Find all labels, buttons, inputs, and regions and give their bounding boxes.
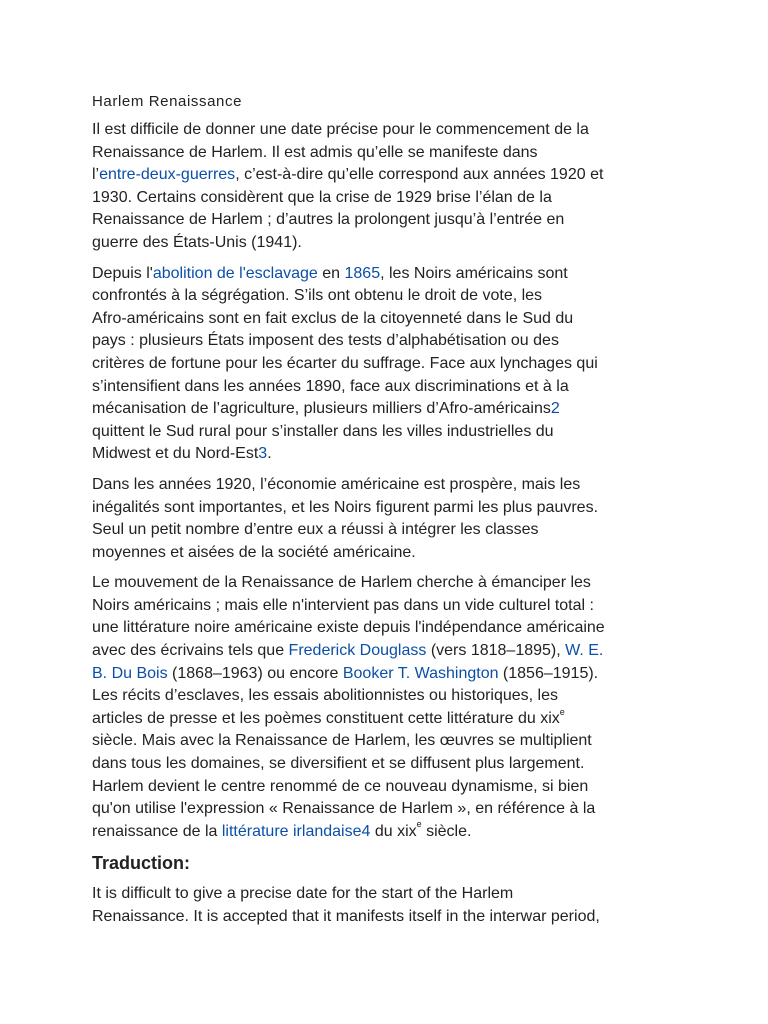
paragraph-text: . (267, 445, 272, 463)
document-heading: Harlem Renaissance (92, 93, 243, 110)
paragraph-text: du xix (370, 822, 417, 840)
link-booker-t-washington[interactable]: Booker T. Washington (342, 664, 499, 682)
paragraph-text: siècle. Mais avec la Renaissance de Harlem, les œuvres se multiplient dans tous les domaines, se diversifient et se diffusent plus largement. Harlem devient le centre renommé de ce nouveau dynamisme, si bien qu'on utilise l'expression « Renaissance de Harlem », en référence à la renaissance de la (92, 732, 596, 840)
link-frederick-douglass[interactable]: Frederick Douglass (288, 642, 427, 660)
paragraph-1 (92, 119, 682, 255)
document-page (92, 92, 682, 937)
superscript-e: e (559, 706, 565, 717)
link-litterature-irlandaise[interactable]: littérature irlandaise4 (221, 822, 371, 840)
paragraph-text: (1868–1963) ou encore (167, 664, 343, 682)
paragraph-text: Depuis l' (92, 264, 153, 282)
paragraph-text: Il est difficile de donner une date précise pour le commencement de la Renaissance de Harlem. Il est admis qu’elle se manifeste dans l’ (92, 121, 589, 184)
link-1865[interactable]: 1865 (344, 264, 381, 282)
traduction-heading: Traduction: (92, 853, 190, 874)
link-abolition-esclavage[interactable]: abolition de l'esclavage (152, 264, 318, 282)
paragraph-3: Dans les années 1920, l’économie américaine est prospère, mais les inégalités sont importantes, et les Noirs figurent parmi les plus pauvres. Seul un petit nombre d’entre eux a réussi à intégrer les classes moyennes et aisées de la société américaine. (92, 475, 599, 561)
paragraph-2 (92, 263, 682, 466)
paragraph-text: siècle. (421, 822, 472, 840)
paragraph-text: , c’est-à-dire qu’elle correspond aux années 1920 et 1930. Certains considèrent que la crise de 1929 brise l’élan de la Renaissance de Harlem ; d’autres la prolongent jusqu’à l’entrée en guerre des États-Unis (1941). (92, 166, 604, 251)
paragraph-text: (vers 1818–1895), (426, 642, 566, 660)
paragraph-text: quittent le Sud rural pour s’installer dans les villes industrielles du Midwest et du Nord-Est (92, 422, 554, 463)
superscript-e: e (416, 819, 422, 830)
paragraph-4 (92, 572, 682, 843)
paragraph-text: , les Noirs américains sont confrontés à la ségrégation. S’ils ont obtenu le droit de vote, les Afro-américains sont en fait exclus de la citoyenneté dans le Sud du pays : plusieurs États imposent des tests d’alphabétisation ou des critères de fortune pour les écarter du suffrage. Face aux lynchages qui s’intensifient dans les années 1890, face aux discriminations et à la mécanisation de l’agriculture, plusieurs milliers d’Afro-américains (92, 264, 598, 418)
footnote-link-2[interactable]: 2 (550, 400, 560, 418)
paragraph-text: (1856–1915). Les récits d’esclaves, les essais abolitionnistes ou historiques, les articles de presse et les poèmes constituent cette littérature du xix (92, 664, 599, 727)
paragraph-translation: It is difficult to give a precise date for the start of the Harlem Renaissance. It is accepted that it manifests itself in the interwar period, (92, 885, 600, 925)
footnote-link-3[interactable]: 3 (258, 445, 268, 463)
link-entre-deux-guerres[interactable]: entre-deux-guerres (99, 166, 236, 184)
paragraph-text: en (317, 264, 345, 282)
paragraph-text: Le mouvement de la Renaissance de Harlem cherche à émanciper les Noirs américains ; mais elle n'intervient pas dans un vide culturel total : une littérature noire américaine existe depuis l'indépendance américaine avec des écrivains tels que (92, 574, 605, 660)
link-web-du-bois[interactable]: W. E. B. Du Bois (92, 642, 604, 682)
